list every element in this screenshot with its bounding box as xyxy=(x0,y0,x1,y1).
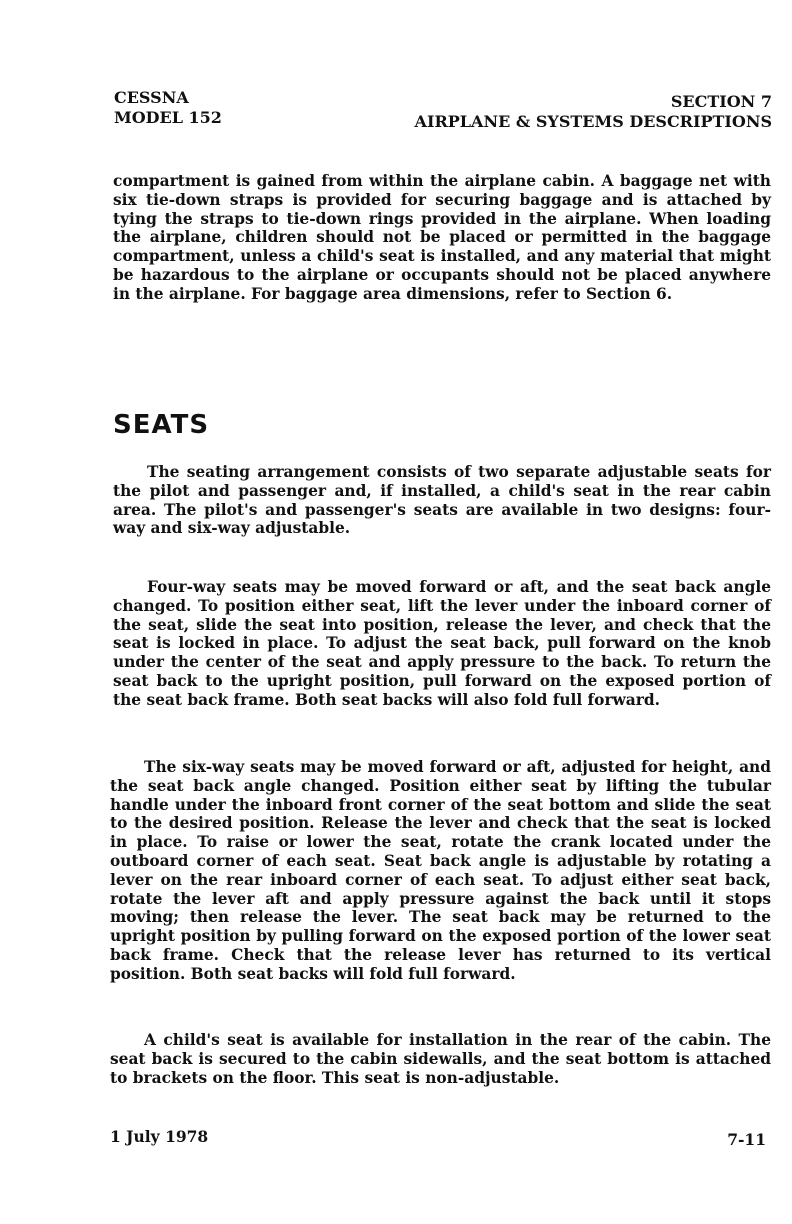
baggage-paragraph: compartment is gained from within the airplane cabin. A baggage net with six tie-down straps is provided for securing baggage and is attached by tying the straps to tie-down rings provided in the airplane. When loading the airplane, children should not be placed or permitted in the baggage compartment, unless a child's seat is installed, and any material that might be hazardous to the airplane or occupants should not be placed anywhere in the airplane. For baggage area dimensions, refer to Section 6. xyxy=(113,172,771,303)
six-way-seats-paragraph: The six-way seats may be moved forward or aft, adjusted for height, and the seat back angle changed. Position either seat by lifting the tubular handle under the inboard front corner of the seat bottom and slide the seat to the desired position. Release the lever and check that the seat is locked in place. To raise or lower the seat, rotate the crank located under the outboard corner of each seat. Seat back angle is adjustable by rotating a lever on the rear inboard corner of each seat. To adjust either seat back, rotate the lever aft and apply pressure against the back until it stops moving; then release the lever. The seat back may be returned to the upright position by pulling forward on the exposed portion of the lower seat back frame. Check that the release lever has returned to its vertical position. Both seat backs will fold full forward. xyxy=(110,758,771,983)
page-number: 7-11 xyxy=(727,1130,766,1149)
seating-arrangement-paragraph: The seating arrangement consists of two separate adjustable seats for the pilot and passenger and, if installed, a child's seat in the rear cabin area. The pilot's and passenger's seats are available in two designs: four-way and six-way adjustable. xyxy=(113,463,771,538)
section-number: SECTION 7 xyxy=(670,92,772,111)
child-seat-paragraph: A child's seat is available for installation in the rear of the cabin. The seat back is secured to the cabin sidewalls, and the seat bottom is attached to brackets on the floor. This seat is non-adjustable. xyxy=(110,1031,771,1087)
revision-date: 1 July 1978 xyxy=(110,1127,209,1146)
model-name: MODEL 152 xyxy=(114,108,222,127)
section-title: SEATS xyxy=(113,410,210,440)
four-way-seats-paragraph: Four-way seats may be moved forward or aft, and the seat back angle changed. To position either seat, lift the lever under the inboard corner of the seat, slide the seat into position, release the lever, and check that the seat is locked in place. To adjust the seat back, pull forward on the knob under the center of the seat and apply pressure to the back. To return the seat back to the upright position, pull forward on the exposed portion of the seat back frame. Both seat backs will also fold full forward. xyxy=(113,578,771,709)
manufacturer-name: CESSNA xyxy=(114,88,189,107)
running-header-left xyxy=(114,88,222,128)
section-name: AIRPLANE & SYSTEMS DESCRIPTIONS xyxy=(414,112,772,131)
running-header-right xyxy=(415,92,772,132)
